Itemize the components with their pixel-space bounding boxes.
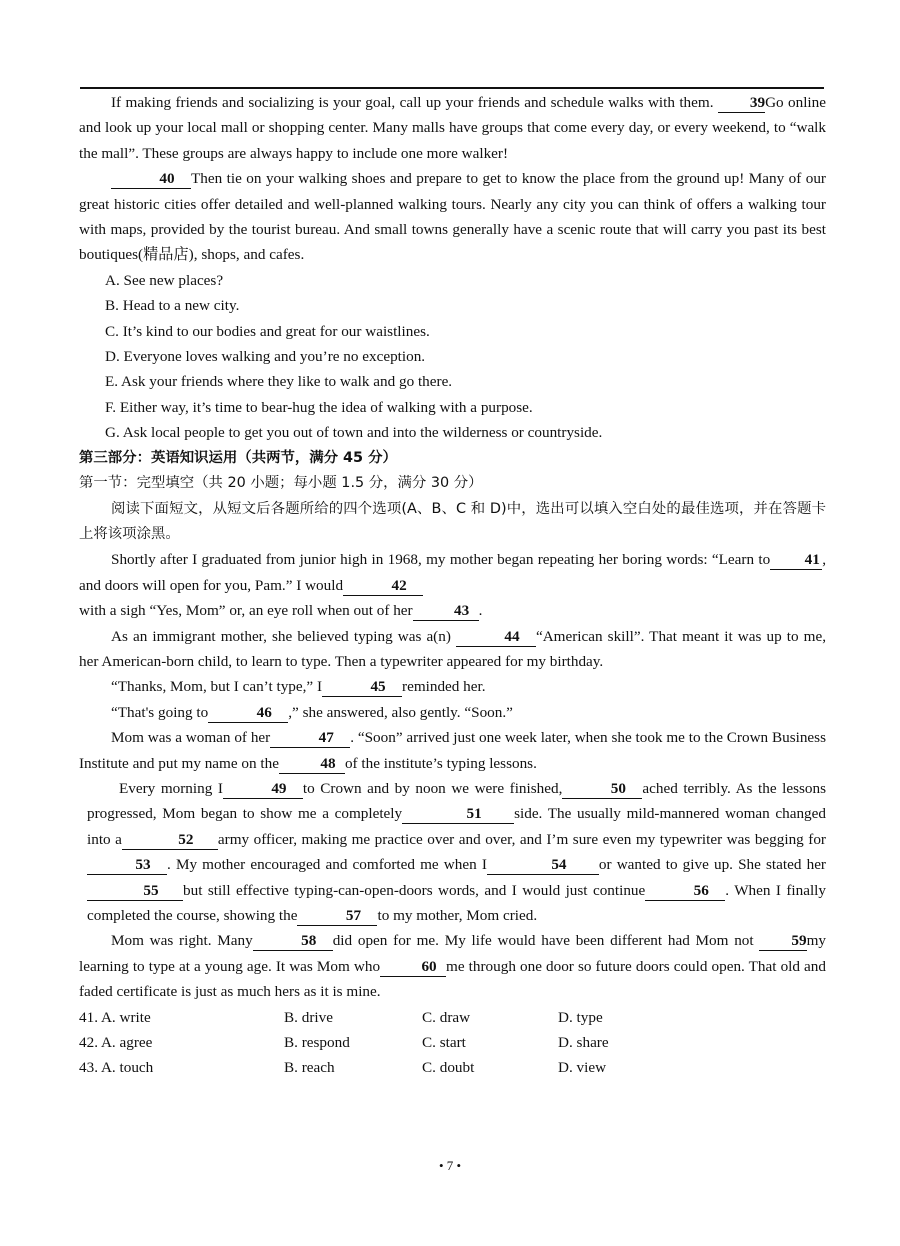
option-f: F. Either way, it’s time to bear-hug the idea of walking with a purpose. xyxy=(105,398,533,416)
question-42-row xyxy=(79,1030,826,1055)
question-42-option-c: C. start xyxy=(422,1034,466,1052)
blank-46: 46 xyxy=(208,704,288,723)
blank-51: 51 xyxy=(402,805,514,824)
blank-39: 39 xyxy=(718,94,765,113)
blank-58: 58 xyxy=(253,932,333,951)
question-41-option-d: D. type xyxy=(558,1008,603,1026)
passage-paragraph-6: Every morning I 49 to Crown and by noon we were finished, 50 ached terribly. As the lessons progressed, Mom began to show me a completely 51 side. The usually mild-mannered woman changed into a 52 army officer, making me practice over and over, and I’m sure even my typewriter was begging for53 . My mother encouraged and comforted me when I 54 or wanted to give up. She stated her55 but still effective typing-can-open-doors words, and I would just continue 56 . When I finally completed the course, showing the 57 to my mother, Mom cried. xyxy=(87,779,826,924)
paragraph-39-intro: If making friends and socializing is your goal, call up your friends and schedule walks with them. xyxy=(111,94,714,111)
blank-53: 53 xyxy=(87,856,167,875)
exam-page xyxy=(79,90,826,1081)
paragraph-39 xyxy=(79,90,826,166)
blank-50: 50 xyxy=(562,780,642,799)
blank-48: 48 xyxy=(279,755,345,774)
section1-title: 第一节：完型填空（共 20 小题；每小题 1.5 分，满分 30 分） xyxy=(79,475,483,492)
blank-59: 59 xyxy=(759,932,806,951)
passage-paragraph-7: Mom was right. Many 58 did open for me. My life would have been different had Mom not 59my learning to type at a young age. It was Mom who 60 me through one door so future doors could open. That old and faded certificate is just as much hers as it is mine. xyxy=(79,932,826,1001)
blank-60: 60 xyxy=(380,958,446,977)
part3-title: 第三部分：英语知识运用（共两节，满分 45 分） xyxy=(79,449,397,466)
blank-57: 57 xyxy=(297,907,377,926)
blank-49: 49 xyxy=(223,780,303,799)
page-number: • 7 • xyxy=(438,1158,462,1173)
passage-paragraph-5: Mom was a woman of her 47 . “Soon” arrived just one week later, when she took me to the Crown Business Institute and put my name on the 48 of the institute’s typing lessons. xyxy=(79,729,826,772)
blank-56: 56 xyxy=(645,882,725,901)
blank-40: 40 xyxy=(111,170,191,189)
blank-41: 41 xyxy=(770,551,822,570)
question-43-option-c: C. doubt xyxy=(422,1059,475,1077)
paragraph-40-text: Then tie on your walking shoes and prepare to get to know the place from the ground up! Many of our great historic cities offer detailed and well-planned walking tours. Nearly any city you can think of offers a walking tour with maps, provided by the tourist bureau. And small towns generally have a scenic route that will carry you past its best boutiques(精品店), shops, and cafes. xyxy=(79,170,826,264)
blank-43: 43 xyxy=(413,602,479,621)
option-d: D. Everyone loves walking and you’re no exception. xyxy=(105,348,426,366)
question-42-option-a: 42. A. agree xyxy=(79,1034,153,1052)
question-43-option-a: 43. A. touch xyxy=(79,1059,154,1077)
question-42-option-d: D. share xyxy=(558,1034,609,1052)
option-b: B. Head to a new city. xyxy=(105,297,240,315)
paragraph-39-text: Go online and look up your local mall or shopping center. Many malls have groups that come every day, or every weekend, to “walk the mall”. These groups are always happy to include one more walker! xyxy=(79,94,826,162)
question-41-option-b: B. drive xyxy=(284,1008,333,1026)
blank-44: 44 xyxy=(456,628,536,647)
passage-paragraph-3: “Thanks, Mom, but I can’t type,” I 45 reminded her. xyxy=(111,678,486,696)
blank-52: 52 xyxy=(122,831,218,850)
question-41-option-c: C. draw xyxy=(422,1008,471,1026)
seven-options-list xyxy=(79,268,826,446)
blank-54: 54 xyxy=(487,856,599,875)
paragraph-40 xyxy=(79,166,826,268)
blank-45: 45 xyxy=(322,678,402,697)
instructions: 阅读下面短文，从短文后各题所给的四个选项(A、B、C 和 D)中，选出可以填入空白处的最佳选项，并在答题卡上将该项涂黑。 xyxy=(79,500,826,542)
question-43-option-b: B. reach xyxy=(284,1059,335,1077)
passage-paragraph-2: As an immigrant mother, she believed typing was a(n) 44 “American skill”. That meant it was up to me, her American-born child, to learn to type. Then a typewriter appeared for my birthday. xyxy=(79,627,826,670)
option-g: G. Ask local people to get you out of town and into the wilderness or countryside. xyxy=(105,424,603,442)
option-e: E. Ask your friends where they like to walk and go there. xyxy=(105,373,453,391)
option-c: C. It’s kind to our bodies and great for our waistlines. xyxy=(105,322,430,340)
passage-paragraph-4: “That's going to 46 ,” she answered, also gently. “Soon.” xyxy=(111,703,513,721)
question-42-option-b: B. respond xyxy=(284,1034,350,1052)
blank-55: 55 xyxy=(87,882,183,901)
question-43-row xyxy=(79,1055,826,1080)
question-41-row xyxy=(79,1005,826,1030)
question-41-option-a: 41. A. write xyxy=(79,1008,151,1026)
blank-42: 42 xyxy=(343,577,423,596)
top-rule xyxy=(80,87,824,89)
blank-47: 47 xyxy=(270,729,350,748)
option-a: A. See new places? xyxy=(105,271,224,289)
passage-paragraph-1: Shortly after I graduated from junior high in 1968, my mother began repeating her boring words: “Learn to 41 , and doors will open for you, Pam.” I would 42 with a sigh “Yes, Mom” or, an eye roll when out of her 43 . xyxy=(79,551,826,620)
question-43-option-d: D. view xyxy=(558,1059,607,1077)
